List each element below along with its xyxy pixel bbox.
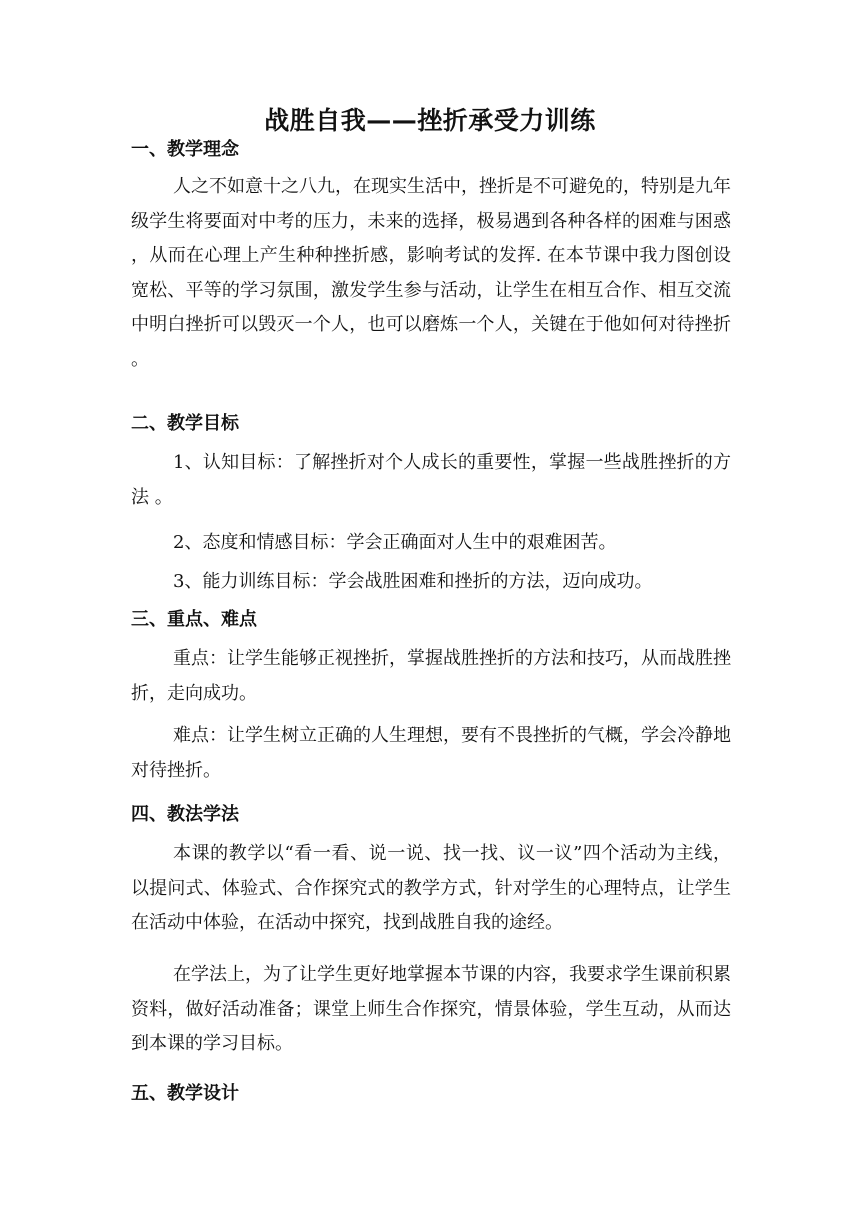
section-heading-teaching-objectives: 二、教学目标 <box>131 413 239 434</box>
section-heading-teaching-philosophy: 一、教学理念 <box>131 139 239 160</box>
document-title: 战胜自我——挫折承受力训练 <box>264 106 596 135</box>
section-heading-teaching-methods: 四、教法学法 <box>131 804 239 825</box>
paragraph-cognitive-objective: 1、认知目标：了解挫折对个人成长的重要性，掌握一些战胜挫折的方法 。 <box>131 452 731 508</box>
paragraph-ability-objective: 3、能力训练目标：学会战胜困难和挫折的方法，迈向成功。 <box>173 571 653 592</box>
paragraph-attitude-objective: 2、态度和情感目标：学会正确面对人生中的艰难困苦。 <box>173 532 617 553</box>
paragraph-learning-method: 在学法上，为了让学生更好地掌握本节课的内容，我要求学生课前积累资料，做好活动准备；课堂上师生合作探究，情景体验，学生互动，从而达到本课的学习目标。 <box>131 964 731 1054</box>
paragraph-key-point: 重点：让学生能够正视挫折，掌握战胜挫折的方法和技巧，从而战胜挫折，走向成功。 <box>131 648 731 704</box>
paragraph-teaching-method: 本课的教学以“看一看、说一说、找一找、议一议”四个活动为主线，以提问式、体验式、合作探究式的教学方式，针对学生的心理特点，让学生在活动中体验，在活动中探究，找到战胜自我的途经。 <box>131 843 731 933</box>
paragraph-teaching-philosophy: 人之不如意十之八九，在现实生活中，挫折是不可避免的，特别是九年级学生将要面对中考的压力，未来的选择，极易遇到各种各样的困难与困惑，从而在心理上产生种种挫折感，影响考试的发挥. 在本节课中我力图创设宽松、平等的学习氛围，激发学生参与活动，让学生在相互合作、相互交流中明白挫折可以毁灭一个人，也可以磨炼一个人，关键在于他如何对待挫折。 <box>131 176 731 370</box>
section-heading-key-points: 三、重点、难点 <box>131 609 257 630</box>
paragraph-difficult-point: 难点：让学生树立正确的人生理想，要有不畏挫折的气概，学会冷静地对待挫折。 <box>131 725 731 781</box>
section-heading-teaching-design: 五、教学设计 <box>131 1083 239 1104</box>
